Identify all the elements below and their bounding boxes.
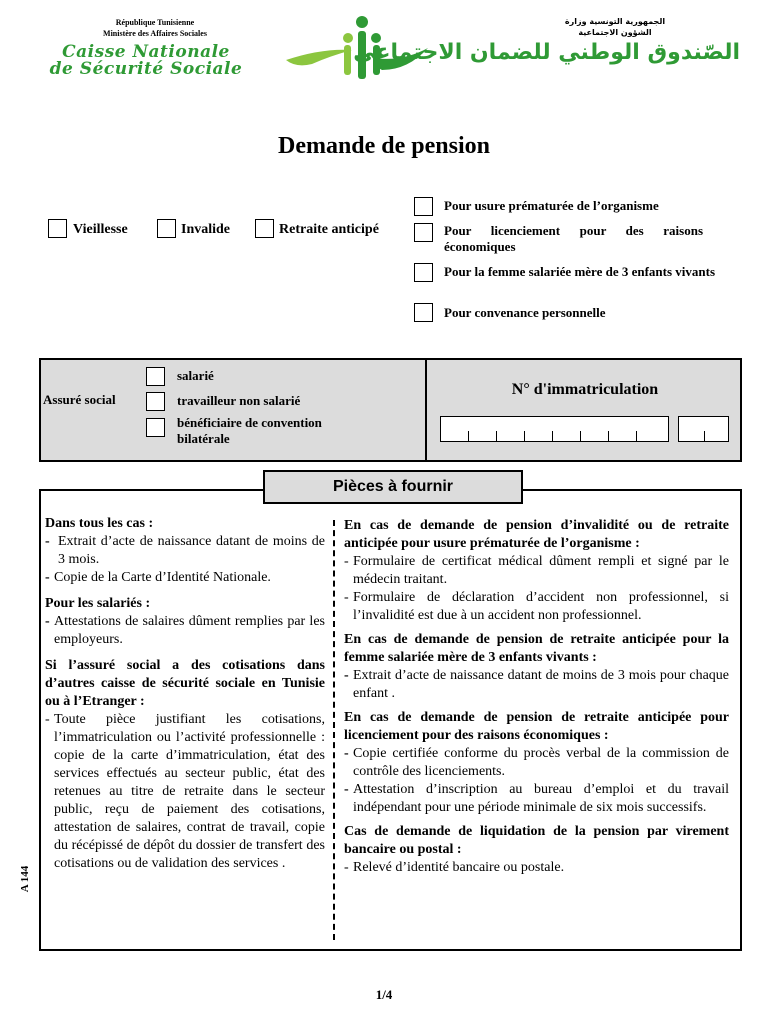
label-invalide: Invalide	[181, 222, 231, 237]
checkbox-convenance-personnelle[interactable]	[414, 303, 433, 322]
label-retraite-anticipe: Retraite anticipé	[279, 222, 379, 237]
checkbox-retraite-anticipe[interactable]	[255, 219, 274, 238]
checkbox-invalide[interactable]	[157, 219, 176, 238]
label-salarie: salarié	[177, 368, 214, 383]
label-convenance-personnelle: Pour convenance personnelle	[444, 305, 606, 320]
section-heading: Pour les salariés :	[45, 596, 151, 611]
checkbox-usure-prematuree[interactable]	[414, 197, 433, 216]
logo-text-fr-line2: de Sécurité Sociale	[49, 59, 243, 79]
checkbox-vieillesse[interactable]	[48, 219, 67, 238]
checkbox-salarie[interactable]	[146, 367, 165, 386]
assure-social-label: Assuré social	[43, 392, 116, 407]
label-femme-mere-3-enfants: Pour la femme salariée mère de 3 enfants vivants	[444, 264, 716, 279]
list-item: - Extrait d’acte de naissance datant de moins de 3 mois.	[45, 534, 325, 567]
pieces-right-column	[344, 517, 729, 877]
list-item: - Toute pièce justifiant les cotisations, l’immatriculation ou l’activité professionnelle : copie de la carte d’immatriculation, état des services effectués au secteur public, état des retenues au titre de retraite dans le secteur public, reçu de paiement des cotisations, attestation de salaires, contrat de travail, copie du récépissé de dépôt du dossier de transfert des cotisations ou de validation des services .	[45, 712, 325, 871]
label-vieillesse: Vieillesse	[73, 222, 128, 237]
pieces-title: Pièces à fournir	[263, 470, 523, 504]
immatriculation-label: N° d'immatriculation	[511, 381, 659, 398]
checkbox-licenciement[interactable]	[414, 223, 433, 242]
label-convention-bilaterale: bénéficiaire de convention bilatérale	[177, 415, 322, 446]
republic-label-ar: الجمهورية التونسية وزارة الشؤون الاجتماعية	[564, 17, 666, 37]
section-heading: Cas de demande de liquidation de la pension par virement bancaire ou postal :	[344, 824, 729, 857]
section-heading: En cas de demande de pension de retraite anticipée pour la femme salariée mère de 3 enfants vivants :	[344, 632, 729, 665]
list-item: - Copie certifiée conforme du procès verbal de la commission de contrôle des licenciements.	[344, 746, 729, 779]
section-heading: Si l’assuré social a des cotisations dans d’autres caisse de sécurité sociale en Tunisie ou à l’Etranger :	[45, 658, 325, 709]
section-heading: En cas de demande de pension d’invalidité ou de retraite anticipée pour usure prématurée de l’organisme :	[344, 518, 729, 551]
form-code-label: A 144	[19, 865, 31, 893]
list-item: - Copie de la Carte d’Identité Nationale.	[45, 570, 271, 585]
pieces-left-column	[45, 515, 325, 873]
republic-label: République Tunisienne	[115, 18, 195, 27]
immatriculation-key-field[interactable]	[678, 416, 729, 442]
list-item: - Attestation d’inscription au bureau d’emploi et du travail indépendant pour une période minimale de six mois successifs.	[344, 782, 729, 815]
page-title: Demande de pension	[277, 133, 491, 159]
pieces-column-divider	[333, 520, 335, 940]
assure-section-divider	[425, 358, 427, 462]
ministry-label: Ministère des Affaires Sociales	[103, 29, 207, 38]
logo-text-fr-line1: Caisse Nationale	[62, 42, 230, 62]
logo-text-ar: الصّندوق الوطني للضمان الاجتماعي	[353, 40, 740, 65]
section-heading: En cas de demande de pension de retraite anticipée pour licenciement pour des raisons économiques :	[344, 710, 729, 743]
list-item: - Formulaire de certificat médical dûment rempli et signé par le médecin traitant.	[344, 554, 729, 587]
label-travailleur-non-salarie: travailleur non salarié	[177, 393, 301, 408]
checkbox-convention-bilaterale[interactable]	[146, 418, 165, 437]
label-licenciement: Pour licenciement pour des raisons économiques	[444, 223, 703, 254]
list-item: - Extrait d’acte de naissance datant de moins de 3 mois pour chaque enfant .	[344, 668, 729, 701]
list-item: - Relevé d’identité bancaire ou postale.	[344, 860, 565, 875]
label-usure-prematuree: Pour usure prématurée de l’organisme	[444, 198, 659, 213]
list-item: - Attestations de salaires dûment remplies par les employeurs.	[45, 614, 325, 647]
list-item: - Formulaire de déclaration d’accident non professionnel, si l’invalidité est due à un accident non professionnel.	[344, 590, 729, 623]
checkbox-travailleur-non-salarie[interactable]	[146, 392, 165, 411]
page-number: 1/4	[375, 987, 393, 1002]
checkbox-femme-mere-3-enfants[interactable]	[414, 263, 433, 282]
immatriculation-number-field[interactable]	[440, 416, 669, 442]
assure-social-section	[39, 358, 742, 462]
section-heading: Dans tous les cas :	[45, 516, 154, 531]
